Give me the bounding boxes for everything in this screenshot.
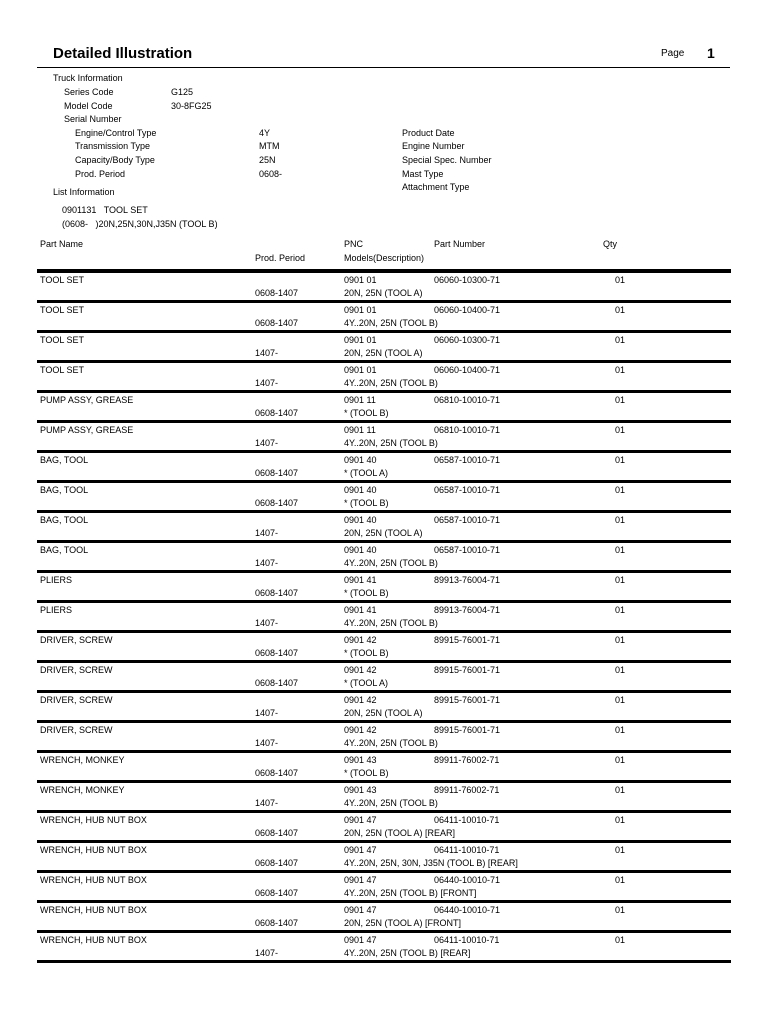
part-number-cell: 06587-10010-71 [434, 515, 501, 525]
table-row [0, 302, 768, 332]
col-header-part-name: Part Name [40, 239, 84, 249]
model-description-cell: 20N, 25N (TOOL A) [344, 348, 423, 358]
qty-cell: 01 [615, 755, 626, 765]
table-row [0, 572, 768, 602]
part-number-cell: 89913-76004-71 [434, 605, 501, 615]
table-row [0, 752, 768, 782]
table-row [0, 902, 768, 932]
col-header-qty: Qty [603, 239, 618, 249]
table-row [0, 782, 768, 812]
capacity-type-label: Capacity/Body Type [75, 155, 155, 165]
model-description-cell: * (TOOL A) [344, 678, 389, 688]
table-row [0, 392, 768, 422]
prod-period-label: Prod. Period [75, 169, 126, 179]
pnc-cell: 0901 40 [344, 485, 377, 495]
qty-cell: 01 [615, 395, 626, 405]
part-number-cell: 06411-10010-71 [434, 935, 500, 945]
part-name-cell: BAG, TOOL [40, 455, 89, 465]
row-divider [37, 960, 731, 963]
col-header-models: Models(Description) [344, 253, 425, 263]
engine-type-label: Engine/Control Type [75, 128, 157, 138]
pnc-cell: 0901 47 [344, 875, 377, 885]
model-description-cell: 4Y..20N, 25N (TOOL B) [344, 558, 438, 568]
prod-period-cell: 1407- [255, 378, 279, 388]
part-number-cell: 06060-10400-71 [434, 305, 501, 315]
model-description-cell: * (TOOL B) [344, 768, 389, 778]
col-header-prod-period: Prod. Period [255, 253, 306, 263]
qty-cell: 01 [615, 635, 626, 645]
model-code-value: 30-8FG25 [171, 101, 212, 111]
pnc-cell: 0901 40 [344, 455, 377, 465]
prod-period-cell: 1407- [255, 348, 279, 358]
qty-cell: 01 [615, 935, 626, 945]
qty-cell: 01 [615, 515, 626, 525]
model-description-cell: 20N, 25N (TOOL A) [344, 528, 423, 538]
qty-cell: 01 [615, 665, 626, 675]
part-number-cell: 89911-76002-71 [434, 785, 500, 795]
pnc-cell: 0901 41 [344, 605, 377, 615]
pnc-cell: 0901 01 [344, 365, 377, 375]
pnc-cell: 0901 42 [344, 665, 377, 675]
model-description-cell: 20N, 25N (TOOL A) [344, 708, 423, 718]
model-description-cell: 20N, 25N (TOOL A) [REAR] [344, 828, 456, 838]
part-name-cell: TOOL SET [40, 275, 85, 285]
qty-cell: 01 [615, 605, 626, 615]
table-row [0, 422, 768, 452]
table-row [0, 512, 768, 542]
pnc-cell: 0901 47 [344, 815, 377, 825]
table-row [0, 662, 768, 692]
part-name-cell: BAG, TOOL [40, 545, 89, 555]
pnc-cell: 0901 40 [344, 545, 377, 555]
qty-cell: 01 [615, 545, 626, 555]
title-divider [37, 67, 730, 68]
part-name-cell: TOOL SET [40, 305, 85, 315]
part-name-cell: WRENCH, HUB NUT BOX [40, 875, 147, 885]
qty-cell: 01 [615, 875, 626, 885]
qty-cell: 01 [615, 455, 626, 465]
prod-period-cell: 0608-1407 [255, 408, 299, 418]
prod-period-cell: 0608-1407 [255, 498, 299, 508]
part-number-cell: 06810-10010-71 [434, 425, 501, 435]
table-row [0, 932, 768, 962]
prod-period-cell: 0608-1407 [255, 918, 299, 928]
series-code-label: Series Code [64, 87, 114, 97]
prod-period-cell: 0608-1407 [255, 648, 299, 658]
part-number-cell: 06060-10300-71 [434, 275, 501, 285]
part-name-cell: PUMP ASSY, GREASE [40, 395, 134, 405]
part-number-cell: 06411-10010-71 [434, 815, 500, 825]
qty-cell: 01 [615, 275, 626, 285]
qty-cell: 01 [615, 845, 626, 855]
pnc-cell: 0901 43 [344, 785, 377, 795]
prod-period-cell: 1407- [255, 558, 279, 568]
part-name-cell: DRIVER, SCREW [40, 695, 113, 705]
model-description-cell: 4Y..20N, 25N (TOOL B) [344, 618, 438, 628]
prod-period-cell: 0608-1407 [255, 828, 299, 838]
model-description-cell: 4Y..20N, 25N (TOOL B) [REAR] [344, 948, 471, 958]
part-number-cell: 89911-76002-71 [434, 755, 500, 765]
capacity-type-value: 25N [259, 155, 276, 165]
model-description-cell: 20N, 25N (TOOL A) [FRONT] [344, 918, 462, 928]
prod-period-value: 0608- [259, 169, 283, 179]
prod-period-cell: 1407- [255, 738, 279, 748]
transmission-type-value: MTM [259, 141, 280, 151]
part-name-cell: WRENCH, HUB NUT BOX [40, 935, 147, 945]
part-name-cell: WRENCH, MONKEY [40, 785, 125, 795]
part-number-cell: 06810-10010-71 [434, 395, 501, 405]
part-number-cell: 06060-10300-71 [434, 335, 501, 345]
qty-cell: 01 [615, 725, 626, 735]
qty-cell: 01 [615, 695, 626, 705]
qty-cell: 01 [615, 905, 626, 915]
model-description-cell: 4Y..20N, 25N (TOOL B) [FRONT] [344, 888, 477, 898]
table-row [0, 602, 768, 632]
list-info-line-2: (0608- )20N,25N,30N,J35N (TOOL B) [62, 219, 218, 229]
col-header-part-number: Part Number [434, 239, 486, 249]
part-number-cell: 89915-76001-71 [434, 635, 501, 645]
table-row [0, 272, 768, 302]
model-description-cell: 4Y..20N, 25N (TOOL B) [344, 378, 438, 388]
prod-period-cell: 1407- [255, 618, 279, 628]
prod-period-cell: 0608-1407 [255, 588, 299, 598]
part-name-cell: PUMP ASSY, GREASE [40, 425, 134, 435]
qty-cell: 01 [615, 815, 626, 825]
pnc-cell: 0901 42 [344, 635, 377, 645]
pnc-cell: 0901 43 [344, 755, 377, 765]
part-number-cell: 89915-76001-71 [434, 665, 501, 675]
prod-period-cell: 1407- [255, 948, 279, 958]
qty-cell: 01 [615, 785, 626, 795]
model-description-cell: * (TOOL B) [344, 408, 389, 418]
part-number-cell: 06411-10010-71 [434, 845, 500, 855]
model-description-cell: 20N, 25N (TOOL A) [344, 288, 423, 298]
pnc-cell: 0901 01 [344, 335, 377, 345]
pnc-cell: 0901 47 [344, 905, 377, 915]
part-name-cell: DRIVER, SCREW [40, 725, 113, 735]
model-description-cell: 4Y..20N, 25N (TOOL B) [344, 798, 438, 808]
part-name-cell: TOOL SET [40, 365, 85, 375]
serial-number-label: Serial Number [64, 114, 122, 124]
table-row [0, 452, 768, 482]
pnc-cell: 0901 47 [344, 935, 377, 945]
prod-period-cell: 1407- [255, 528, 279, 538]
part-name-cell: WRENCH, HUB NUT BOX [40, 905, 147, 915]
pnc-cell: 0901 42 [344, 725, 377, 735]
part-name-cell: BAG, TOOL [40, 515, 89, 525]
qty-cell: 01 [615, 365, 626, 375]
mast-type-label: Mast Type [402, 169, 444, 179]
model-description-cell: * (TOOL B) [344, 498, 389, 508]
engine-number-label: Engine Number [402, 141, 465, 151]
pnc-cell: 0901 11 [344, 425, 376, 435]
prod-period-cell: 0608-1407 [255, 288, 299, 298]
pnc-cell: 0901 01 [344, 275, 377, 285]
table-row [0, 362, 768, 392]
part-name-cell: TOOL SET [40, 335, 85, 345]
table-row [0, 332, 768, 362]
model-description-cell: * (TOOL B) [344, 648, 389, 658]
part-number-cell: 06587-10010-71 [434, 455, 501, 465]
part-number-cell: 89915-76001-71 [434, 725, 501, 735]
qty-cell: 01 [615, 305, 626, 315]
pnc-cell: 0901 11 [344, 395, 376, 405]
part-number-cell: 06440-10010-71 [434, 905, 501, 915]
col-header-pnc: PNC [344, 239, 364, 249]
page-label: Page [661, 48, 685, 59]
attachment-type-label: Attachment Type [402, 182, 470, 192]
prod-period-cell: 1407- [255, 798, 279, 808]
pnc-cell: 0901 42 [344, 695, 377, 705]
prod-period-cell: 0608-1407 [255, 768, 299, 778]
part-name-cell: DRIVER, SCREW [40, 665, 113, 675]
pnc-cell: 0901 47 [344, 845, 377, 855]
table-row [0, 872, 768, 902]
model-description-cell: 4Y..20N, 25N (TOOL B) [344, 438, 438, 448]
prod-period-cell: 0608-1407 [255, 678, 299, 688]
special-spec-label: Special Spec. Number [402, 155, 492, 165]
page-number: 1 [707, 45, 715, 61]
table-row [0, 692, 768, 722]
list-info-heading: List Information [53, 187, 115, 197]
prod-period-cell: 0608-1407 [255, 468, 299, 478]
table-row [0, 812, 768, 842]
part-name-cell: WRENCH, HUB NUT BOX [40, 815, 147, 825]
qty-cell: 01 [615, 335, 626, 345]
page-title: Detailed Illustration [53, 45, 193, 62]
transmission-type-label: Transmission Type [75, 141, 151, 151]
qty-cell: 01 [615, 575, 626, 585]
part-name-cell: BAG, TOOL [40, 485, 89, 495]
part-number-cell: 06060-10400-71 [434, 365, 501, 375]
prod-period-cell: 0608-1407 [255, 318, 299, 328]
part-name-cell: DRIVER, SCREW [40, 635, 113, 645]
qty-cell: 01 [615, 485, 626, 495]
table-row [0, 632, 768, 662]
part-name-cell: PLIERS [40, 605, 73, 615]
prod-period-cell: 0608-1407 [255, 858, 299, 868]
pnc-cell: 0901 40 [344, 515, 377, 525]
part-name-cell: PLIERS [40, 575, 73, 585]
pnc-cell: 0901 41 [344, 575, 377, 585]
model-description-cell: * (TOOL A) [344, 468, 389, 478]
model-description-cell: * (TOOL B) [344, 588, 389, 598]
list-info-line-1: 0901131 TOOL SET [62, 205, 148, 215]
table-row [0, 842, 768, 872]
part-name-cell: WRENCH, MONKEY [40, 755, 125, 765]
qty-cell: 01 [615, 425, 626, 435]
table-row [0, 482, 768, 512]
table-row [0, 542, 768, 572]
part-number-cell: 06440-10010-71 [434, 875, 501, 885]
part-number-cell: 89915-76001-71 [434, 695, 501, 705]
model-description-cell: 4Y..20N, 25N (TOOL B) [344, 318, 438, 328]
part-number-cell: 06587-10010-71 [434, 545, 501, 555]
model-code-label: Model Code [64, 101, 113, 111]
part-name-cell: WRENCH, HUB NUT BOX [40, 845, 147, 855]
pnc-cell: 0901 01 [344, 305, 377, 315]
prod-period-cell: 1407- [255, 438, 279, 448]
engine-type-value: 4Y [259, 128, 271, 138]
truck-info-heading: Truck Information [53, 73, 123, 83]
prod-period-cell: 1407- [255, 708, 279, 718]
model-description-cell: 4Y..20N, 25N (TOOL B) [344, 738, 438, 748]
part-number-cell: 06587-10010-71 [434, 485, 501, 495]
table-row [0, 722, 768, 752]
part-number-cell: 89913-76004-71 [434, 575, 501, 585]
prod-period-cell: 0608-1407 [255, 888, 299, 898]
model-description-cell: 4Y..20N, 25N, 30N, J35N (TOOL B) [REAR] [344, 858, 518, 868]
product-date-label: Product Date [402, 128, 455, 138]
series-code-value: G125 [171, 87, 194, 97]
